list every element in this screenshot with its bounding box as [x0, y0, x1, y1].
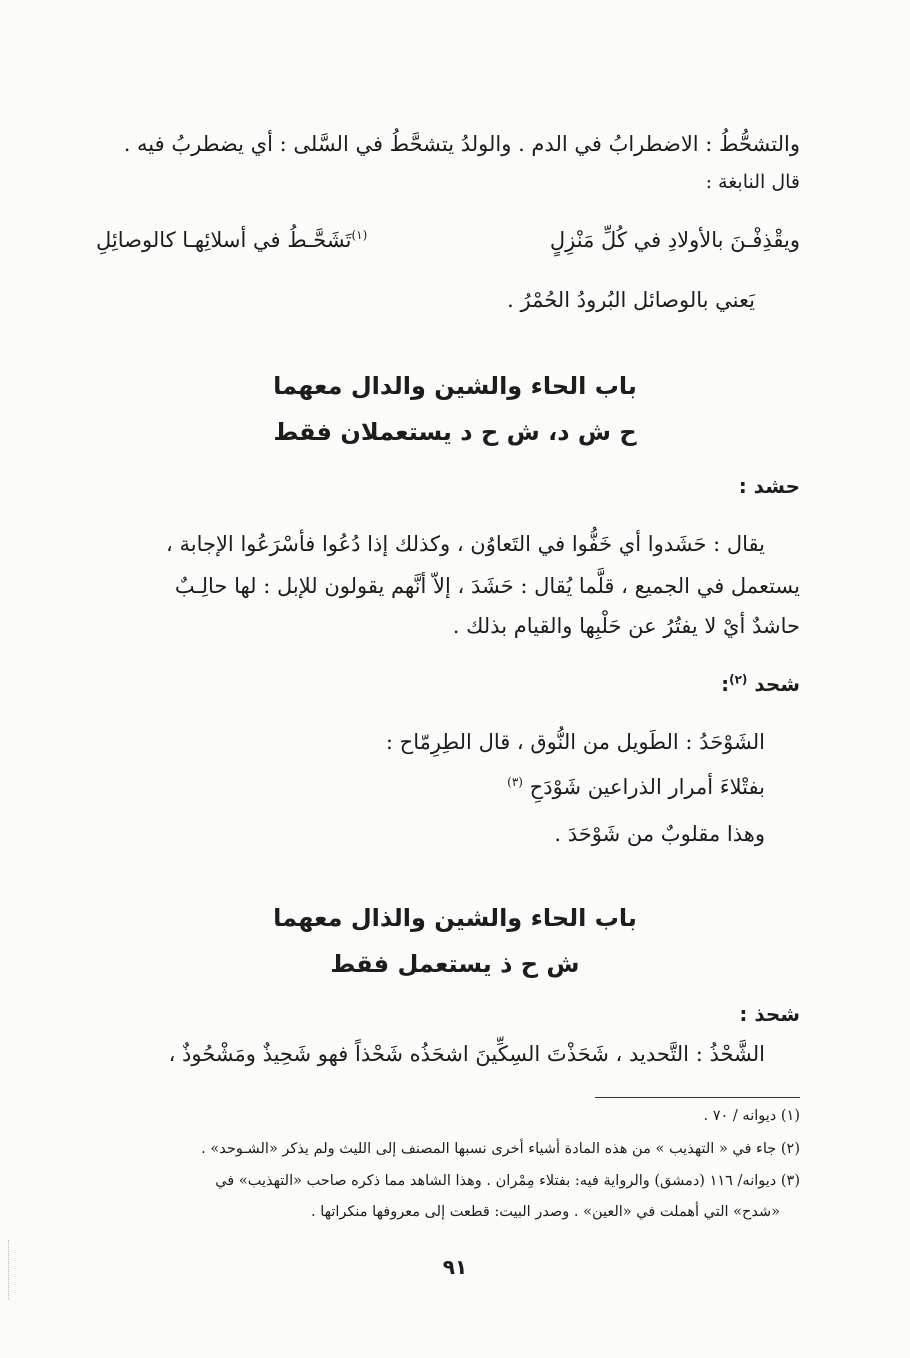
- footnote: (٢) جاء في « التهذيب » من هذه المادة أشياء أخرى نسبها المصنف إلى الليث ولم يذكر «الشـوحد» .: [201, 1141, 800, 1157]
- margin-mark: [8, 1240, 13, 1300]
- entry-heading: حشد :: [738, 474, 800, 498]
- footnote-ref: (٣): [507, 775, 523, 789]
- verse-first-hemistich: ويقْذِفْـنَ بالأولادِ في كُلِّ مَنْزِلٍ: [549, 228, 800, 252]
- text-line: والتشحُّطُ : الاضطرابُ في الدم . والولدُ يتشحَّطُ في السَّلى : أي يضطربُ فيه .: [123, 132, 800, 156]
- verse-second-hemistich: [96, 228, 367, 252]
- footnote-ref: (٢): [729, 672, 748, 687]
- entry-title: شحد: [754, 672, 800, 696]
- text-line: يَعني بالوصائل البُرودُ الحُمْرُ .: [507, 288, 755, 312]
- section-subheading: ح ش د، ش ح د يستعملان فقط: [273, 418, 637, 446]
- text-line: الشَوْحَدُ : الطَويل من النُّوق ، قال الطِرِمّاح :: [385, 730, 765, 754]
- text-line: قال النابغة :: [705, 171, 800, 193]
- verse-line: [96, 775, 765, 800]
- entry-colon: :: [721, 672, 730, 696]
- text-line: وهذا مقلوبٌ من شَوْحَدَ .: [554, 822, 765, 846]
- verse-text: تَشَحَّـطُ في أسلائِهـا كالوصائِلِ: [96, 228, 352, 252]
- entry-heading: [721, 672, 800, 696]
- footnote: (١) ديوانه / ٧٠ .: [703, 1108, 800, 1124]
- text-line: الشَّحْذُ : التَّحديد ، شَحَذْتَ السِكِّينَ اشحَذُه شَحْذاً فهو شَحِيذٌ ومَشْحُوذٌ ،: [168, 1042, 765, 1066]
- page-number: ٩١: [442, 1255, 468, 1279]
- text-line: يقال : حَشَدوا أي خَفُّوا في التَعاوُن ، وكذلك إذا دُعُوا فأسْرَعُوا الإجابة ،: [166, 532, 765, 556]
- footnote: (٣) ديوانه/ ١١٦ (دمشق) والرواية فيه: بفتلاء مِمْران . وهذا الشاهد مما ذكره صاحب «التهذيب» في: [215, 1173, 800, 1189]
- verse-ref: (١): [351, 228, 368, 242]
- section-subheading: ش ح ذ يستعمل فقط: [330, 950, 580, 978]
- footnote: «شدح» التي أهملت في «العين» . وصدر البيت: قطعت إلى معروفها منكراتها .: [311, 1204, 780, 1220]
- footnote-separator: [595, 1097, 800, 1098]
- section-heading: باب الحاء والشين والذال معهما: [273, 904, 637, 932]
- section-heading: باب الحاء والشين والدال معهما: [273, 372, 637, 400]
- text-line: يستعمل في الجميع ، قلَّما يُقال : حَشَدَ ، إلاّ أنَّهم يقولون للإبل : لها حالِـبٌ: [174, 574, 800, 598]
- entry-heading: شحذ :: [739, 1002, 800, 1026]
- verse-text: بفتْلاءَ أمرار الذراعين شَوْدَحِ: [529, 775, 765, 799]
- text-line: حاشدٌ أيْ لا يفتُرُ عن حَلْبِها والقيام بذلك .: [452, 614, 800, 638]
